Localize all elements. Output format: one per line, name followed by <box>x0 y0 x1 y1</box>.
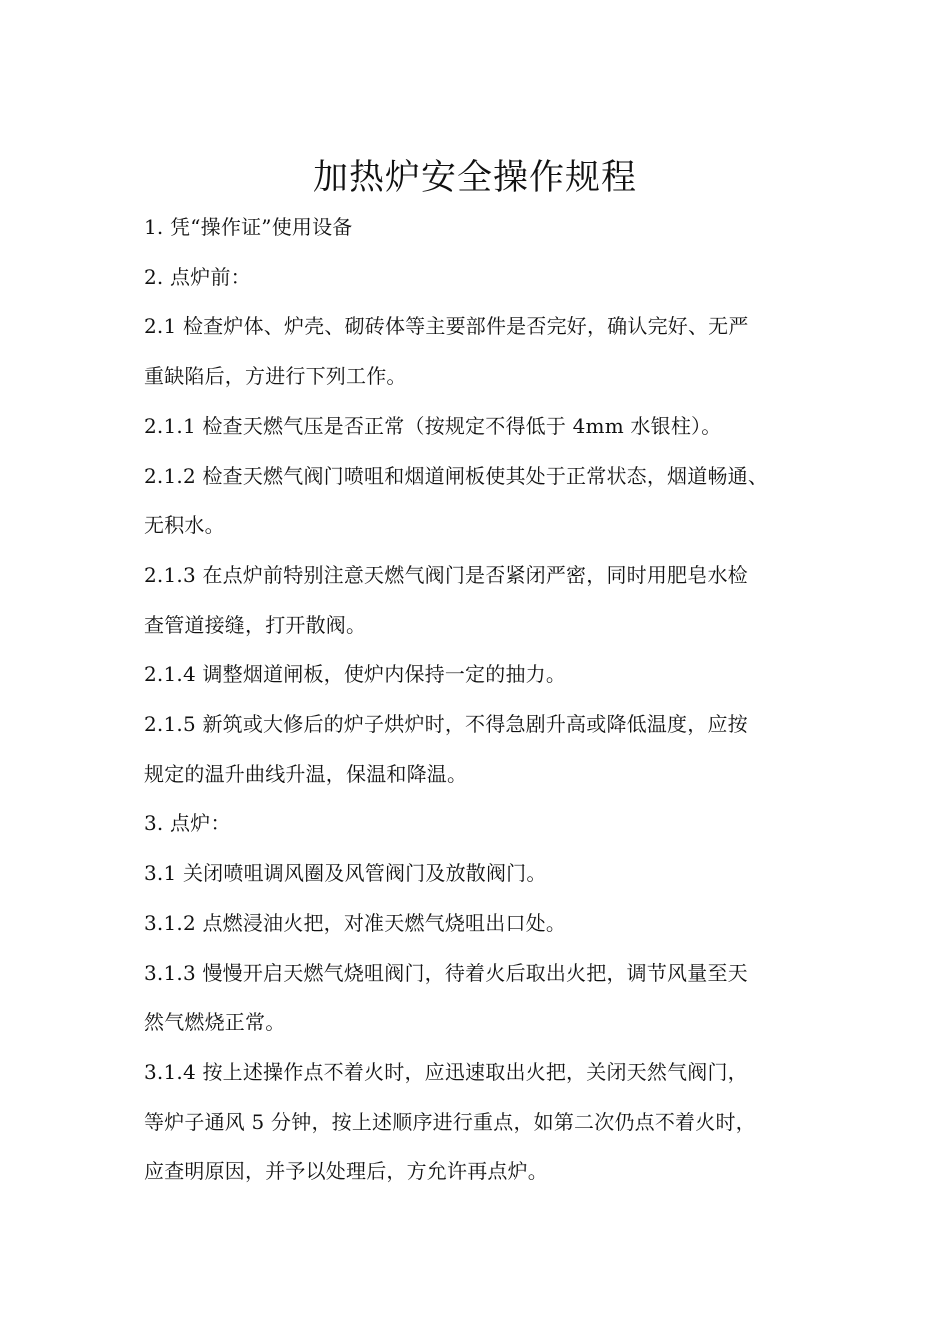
text-line: 2.1 检查炉体、炉壳、砌砖体等主要部件是否完好，确认完好、无严 <box>144 314 749 339</box>
text-line: 3.1.3 慢慢开启天燃气烧咀阀门，待着火后取出火把，调节风量至天 <box>144 960 748 985</box>
text-line: 2.1.1 检查天燃气压是否正常（按规定不得低于 4mm 水银柱）。 <box>144 413 722 438</box>
text-line: 2. 点炉前： <box>144 264 251 289</box>
text-line: 2.1.5 新筑或大修后的炉子烘炉时，不得急剧升高或降低温度，应按 <box>144 712 748 737</box>
text-line: 2.1.4 调整烟道闸板，使炉内保持一定的抽力。 <box>144 662 567 687</box>
text-line: 2.1.2 检查天燃气阀门喷咀和烟道闸板使其处于正常状态，烟道畅通、 <box>144 463 769 488</box>
text-line: 无积水。 <box>144 513 225 538</box>
text-line: 规定的温升曲线升温，保温和降温。 <box>144 761 468 786</box>
text-line: 2.1.3 在点炉前特别注意天燃气阀门是否紧闭严密，同时用肥皂水检 <box>144 562 748 587</box>
text-line: 3. 点炉： <box>144 811 231 836</box>
text-line: 3.1 关闭喷咀调风圈及风管阀门及放散阀门。 <box>144 861 547 886</box>
document-body <box>144 203 834 1197</box>
text-line: 然气燃烧正常。 <box>144 1010 286 1035</box>
text-line: 查管道接缝，打开散阀。 <box>144 612 367 637</box>
text-line: 1. 凭“操作证”使用设备 <box>144 215 353 239</box>
text-line: 3.1.2 点燃浸油火把，对准天燃气烧咀出口处。 <box>144 910 567 935</box>
page-title: 加热炉安全操作规程 <box>312 158 637 198</box>
text-line: 等炉子通风 5 分钟，按上述顺序进行重点，如第二次仍点不着火时， <box>144 1109 756 1134</box>
text-line: 3.1.4 按上述操作点不着火时，应迅速取出火把，关闭天然气阀门， <box>144 1059 748 1084</box>
text-line: 重缺陷后，方进行下列工作。 <box>144 364 407 389</box>
text-line: 应查明原因，并予以处理后，方允许再点炉。 <box>144 1159 548 1184</box>
